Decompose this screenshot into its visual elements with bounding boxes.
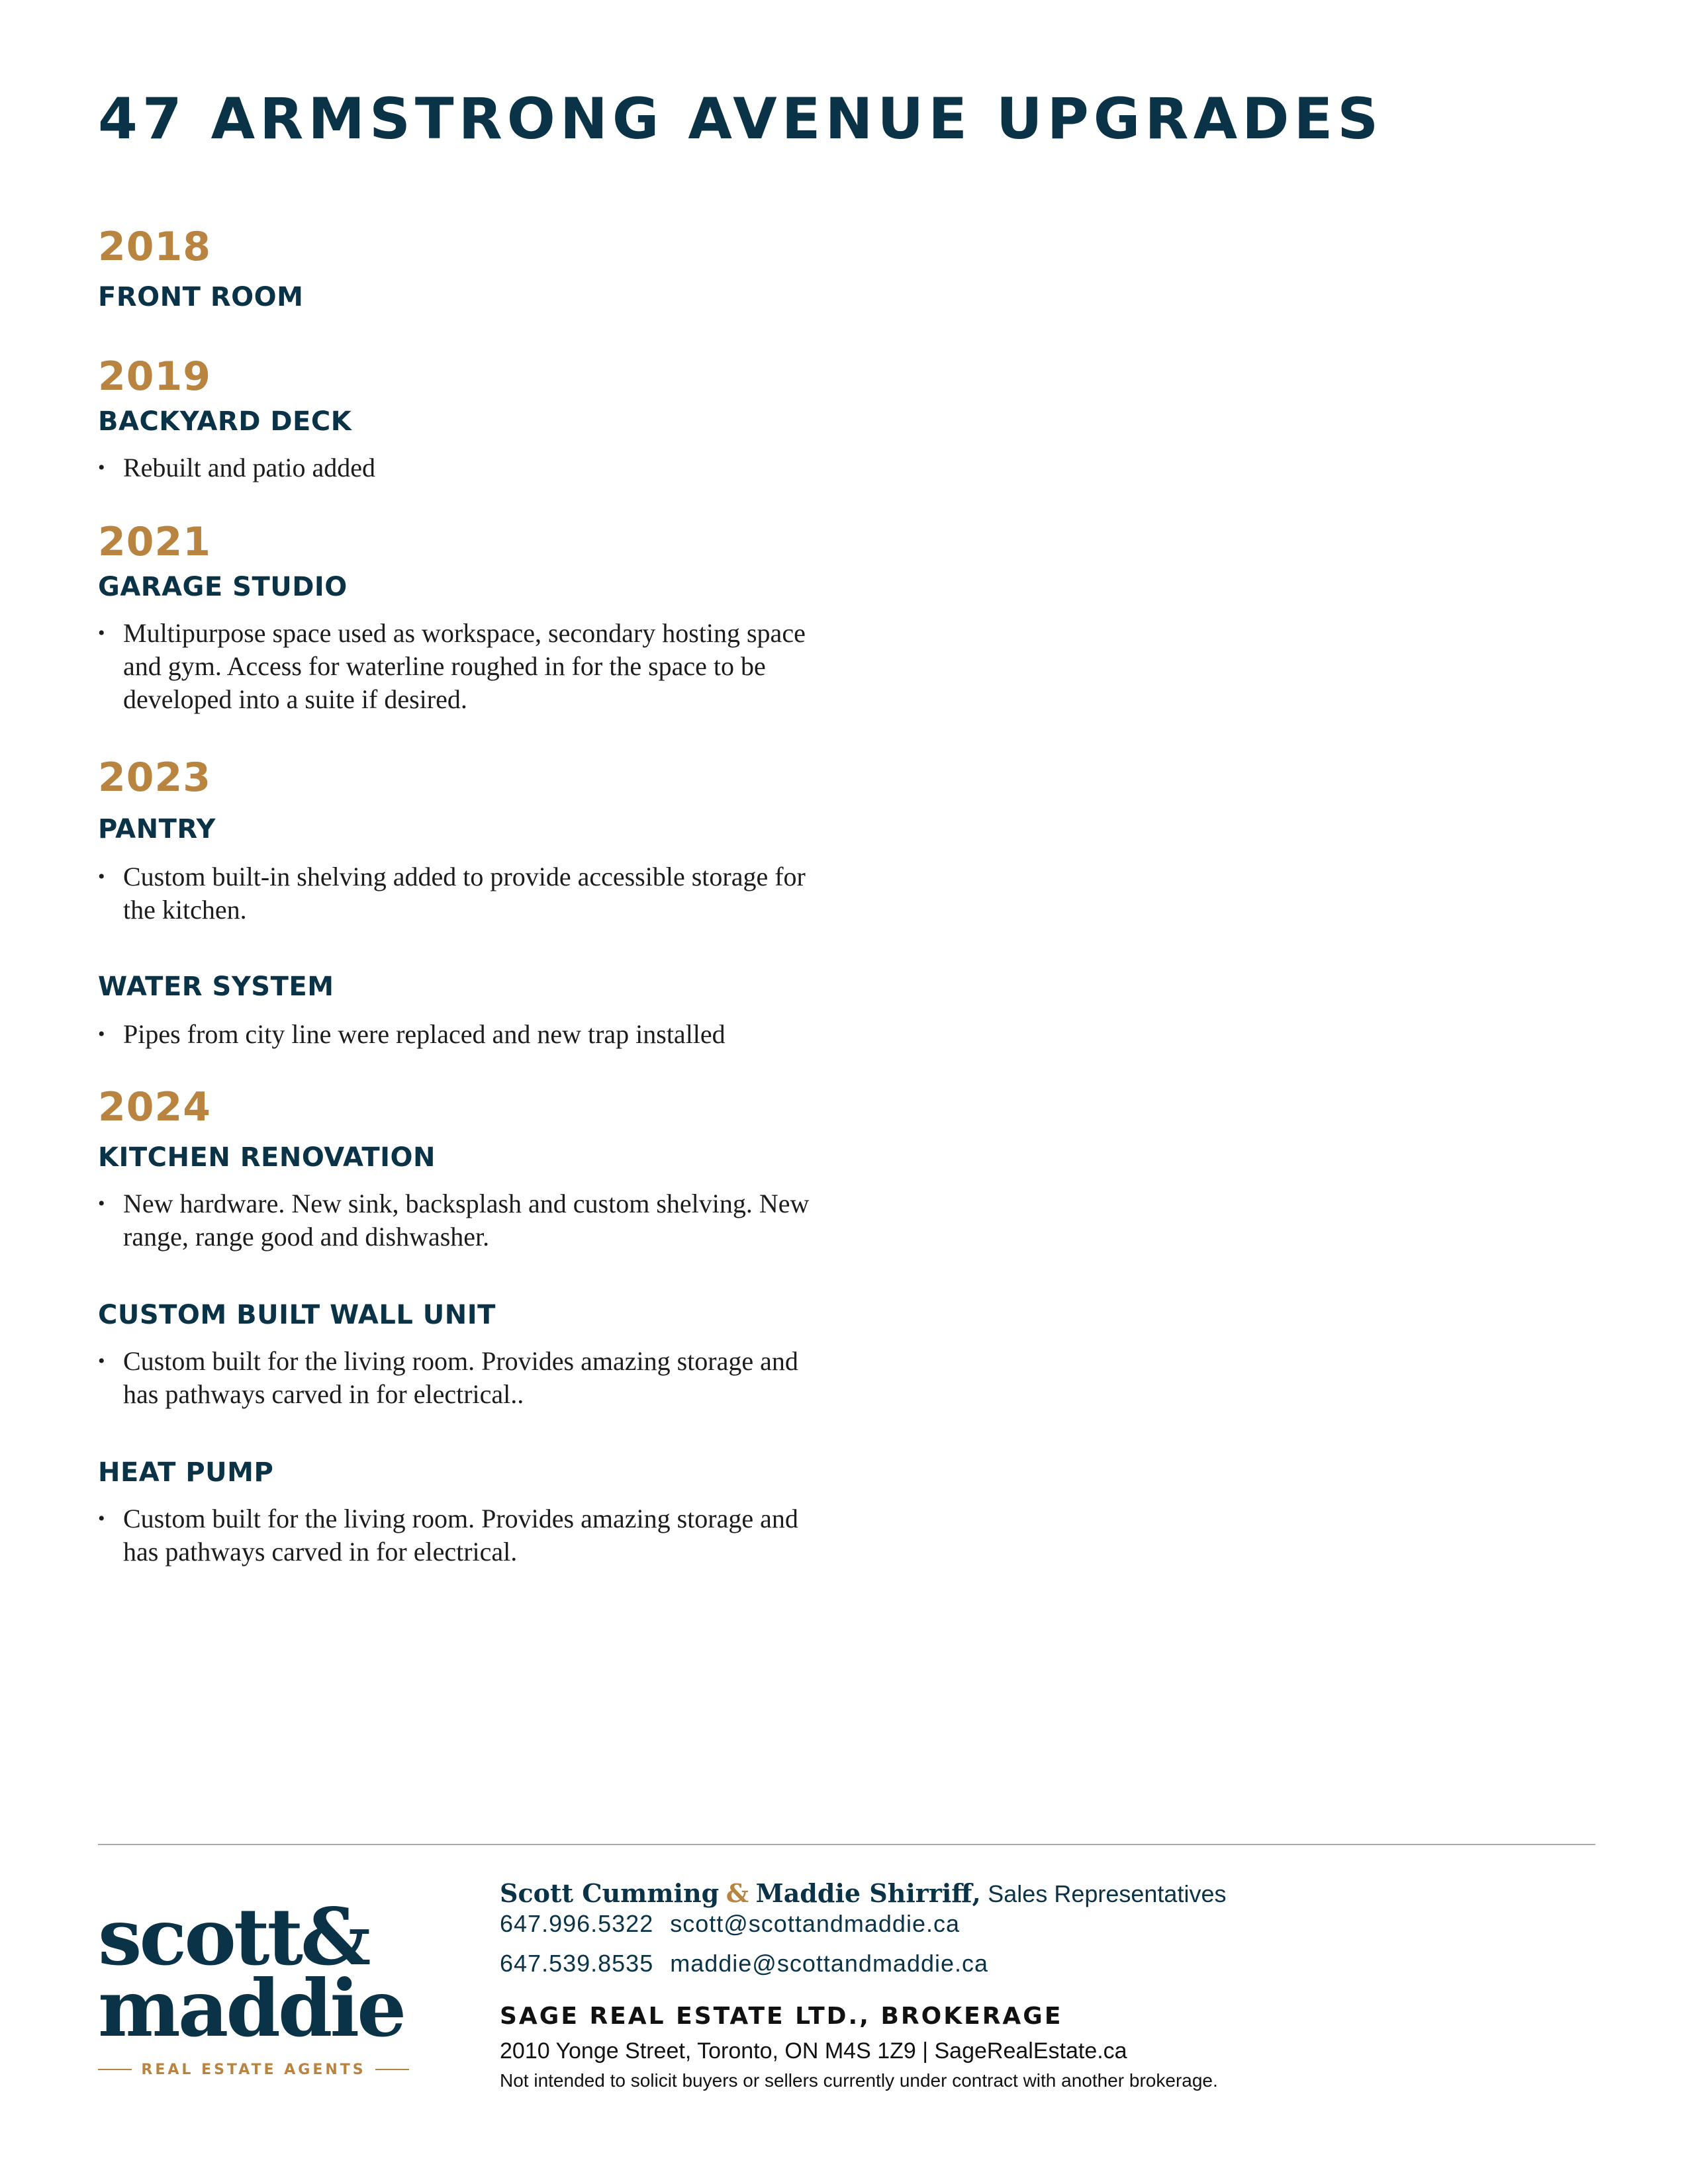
bullet-item: [98, 1502, 839, 1569]
year-2024: 2024: [98, 1084, 211, 1130]
item-heading-water-system: WATER SYSTEM: [98, 972, 334, 1002]
phone-maddie[interactable]: 647.539.8535: [500, 1950, 654, 1977]
item-heading-kitchen-renovation: KITCHEN RENOVATION: [98, 1142, 436, 1173]
agent-name-maddie: Maddie Shirriff,: [755, 1878, 981, 1908]
contact-scott: [500, 1910, 960, 1938]
year-2018: 2018: [98, 224, 211, 270]
year-2019: 2019: [98, 353, 211, 400]
bullet-item: [98, 860, 839, 927]
agent-ampersand: &: [726, 1878, 749, 1908]
contact-maddie: [500, 1950, 988, 1978]
bullet-icon: •: [98, 457, 105, 478]
bullet-text: Multipurpose space used as workspace, secondary hosting space and gym. Access for waterline roughed in for the space to be developed into a suite if desired.: [123, 618, 806, 714]
bullet-icon: •: [98, 1023, 105, 1045]
brokerage-name: SAGE REAL ESTATE LTD., BROKERAGE: [500, 2003, 1063, 2030]
brokerage-address: 2010 Yonge Street, Toronto, ON M4S 1Z9 | SageRealEstate.ca: [500, 2038, 1127, 2064]
email-scott[interactable]: scott@scottandmaddie.ca: [670, 1910, 960, 1937]
logo-wordmark-line2: maddie: [98, 1962, 404, 2054]
item-heading-garage-studio: GARAGE STUDIO: [98, 572, 348, 602]
logo-rule-left: [98, 2069, 132, 2070]
item-heading-pantry: PANTRY: [98, 814, 216, 844]
footer-divider: [98, 1844, 1595, 1845]
logo-wordmark-line1: scott&: [98, 1891, 369, 1983]
bullet-icon: •: [98, 1193, 105, 1214]
bullet-text: Rebuilt and patio added: [123, 453, 376, 482]
year-2021: 2021: [98, 519, 211, 565]
item-heading-custom-built-wall-unit: CUSTOM BUILT WALL UNIT: [98, 1300, 496, 1330]
item-heading-backyard-deck: BACKYARD DECK: [98, 406, 352, 437]
item-heading-front-room: FRONT ROOM: [98, 282, 304, 312]
bullet-item: [98, 1018, 839, 1051]
bullet-text: Custom built for the living room. Provides amazing storage and has pathways carved in for electrical.: [123, 1504, 798, 1567]
year-2023: 2023: [98, 754, 211, 801]
bullet-icon: •: [98, 622, 105, 644]
item-heading-heat-pump: HEAT PUMP: [98, 1457, 274, 1488]
bullet-text: Custom built for the living room. Provides amazing storage and has pathways carved in for electrical..: [123, 1346, 798, 1409]
phone-scott[interactable]: 647.996.5322: [500, 1910, 654, 1937]
logo-rule-right: [375, 2069, 409, 2070]
logo-ampersand: &: [301, 1891, 369, 1983]
bullet-item: [98, 1345, 839, 1411]
bullet-icon: •: [98, 866, 105, 887]
agent-role: Sales Representatives: [988, 1880, 1227, 1907]
scott-and-maddie-logo: [98, 1891, 409, 2081]
bullet-item: [98, 617, 839, 716]
bullet-icon: •: [98, 1508, 105, 1529]
email-maddie[interactable]: maddie@scottandmaddie.ca: [670, 1950, 989, 1977]
bullet-text: Custom built-in shelving added to provide accessible storage for the kitchen.: [123, 862, 806, 925]
page-title: 47 ARMSTRONG AVENUE UPGRADES: [98, 86, 1383, 152]
disclaimer: Not intended to solicit buyers or sellers currently under contract with another brokerage.: [500, 2070, 1218, 2091]
bullet-text: Pipes from city line were replaced and new trap installed: [123, 1019, 726, 1049]
bullet-item: [98, 1187, 839, 1253]
agent-names: [500, 1878, 1226, 1909]
bullet-item: [98, 451, 839, 484]
bullet-text: New hardware. New sink, backsplash and custom shelving. New range, range good and dishwasher.: [123, 1189, 810, 1251]
logo-tagline: REAL ESTATE AGENTS: [98, 2060, 409, 2079]
agent-name-scott: Scott Cumming: [500, 1878, 720, 1908]
bullet-icon: •: [98, 1350, 105, 1372]
